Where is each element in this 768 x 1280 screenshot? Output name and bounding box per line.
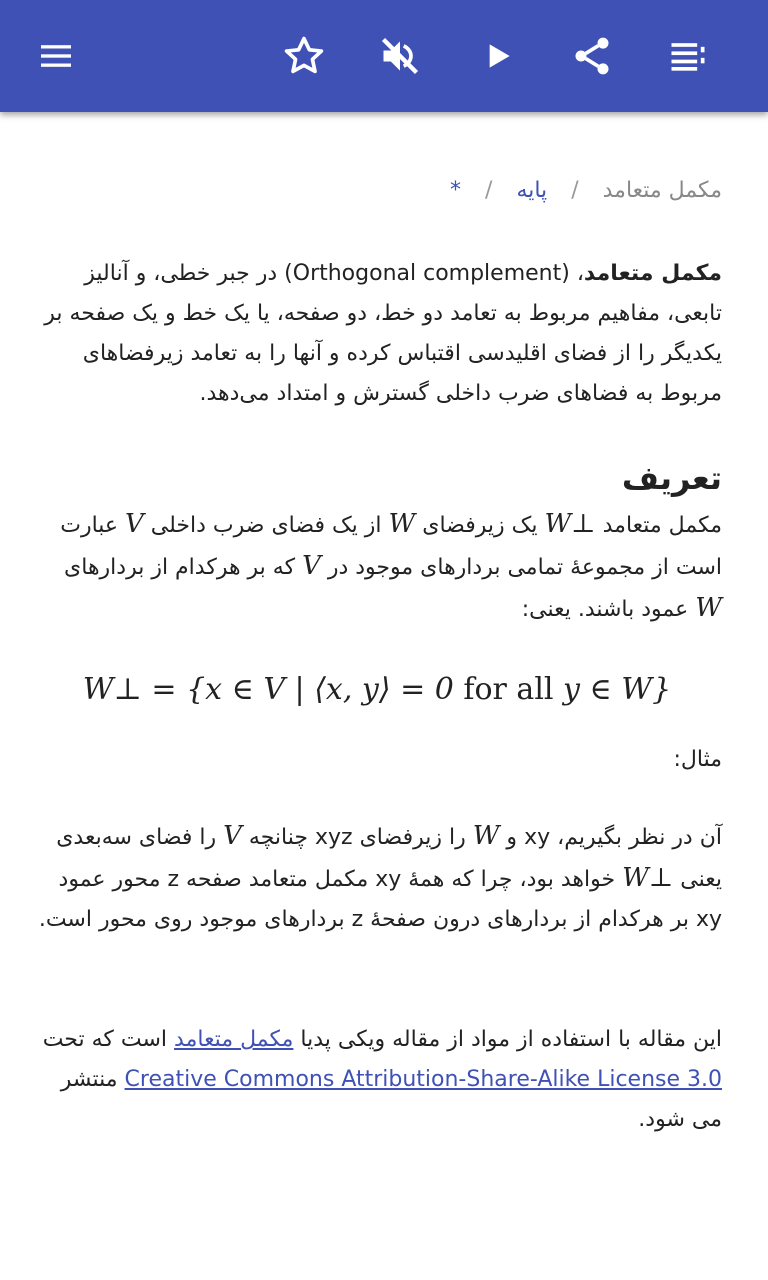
intro-text: مفاهیم مربوط به تعامد دو خط، دو صفحه، یا یک خط و یک صفحه بر یکدیگر را از فضای اقلیدسی اقتباس کرده و آنها را به تعامد زیرفضاهای مربوط به فضاهای ضرب داخلی گسترش و امتداد می‌دهد. <box>44 301 722 406</box>
formula-set-end: y ∈ W} <box>553 672 672 707</box>
playlist-icon <box>666 34 710 78</box>
intro-title-bold: مکمل متعامد <box>583 261 722 286</box>
math-v: V <box>302 551 321 581</box>
example-term: xy <box>695 907 722 932</box>
definition-text: که بر هرکدام از بردارهای <box>64 555 303 580</box>
play-icon <box>478 36 518 76</box>
example-term: xy <box>375 867 402 892</box>
breadcrumb-root-link[interactable]: * <box>450 177 462 203</box>
formula-set: = {x ∈ V | ⟨x, y⟩ = 0 <box>141 672 464 707</box>
attribution-paragraph <box>32 1020 722 1140</box>
attribution-text: این مقاله با استفاده از مواد از مقاله ویکی پدیا <box>293 1027 722 1052</box>
breadcrumb-current: مکمل متعامد <box>602 177 722 203</box>
definition-text: از یک فضای ضرب داخلی <box>143 513 389 538</box>
play-button[interactable] <box>474 32 522 80</box>
definition-text: یک زیرفضای <box>415 513 545 538</box>
breadcrumb-parent-link[interactable]: پایه <box>516 177 548 203</box>
breadcrumb-separator: / <box>571 177 579 203</box>
favorite-button[interactable] <box>280 32 328 80</box>
example-text: بر هرکدام از بردارهای درون صفحهٔ <box>363 907 696 932</box>
example-text: محور عمود <box>58 867 168 892</box>
example-term: xy <box>524 825 551 850</box>
menu-button[interactable] <box>32 32 80 80</box>
example-text: را زیرفضای <box>352 825 473 850</box>
article-source-link[interactable]: مکمل متعامد <box>174 1027 294 1052</box>
mute-button[interactable] <box>376 32 424 80</box>
menu-icon <box>36 36 76 76</box>
definition-text: مکمل متعامد <box>595 513 722 538</box>
example-text: و <box>499 825 525 850</box>
intro-paragraph <box>32 254 722 414</box>
example-text: بردارهای موجود روی محور است. <box>38 907 352 932</box>
example-text: چنانچه <box>241 825 315 850</box>
example-term: xyz <box>314 825 353 850</box>
math-wperp: W⊥ <box>622 863 674 893</box>
math-v: V <box>125 509 144 539</box>
license-link[interactable]: Creative Commons Attribution-Share-Alike License 3.0 <box>124 1067 722 1092</box>
share-icon <box>570 34 614 78</box>
formula-for-all: for all <box>463 672 554 707</box>
attribution-text: منتشر می شود. <box>60 1067 722 1132</box>
mute-icon <box>378 34 422 78</box>
star-icon <box>282 34 326 78</box>
math-w: W <box>472 821 500 851</box>
intro-text-part: در جبر خطی، و آنالیز تابعی، <box>84 261 722 326</box>
definition-text: عمود باشند. یعنی: <box>521 597 696 622</box>
math-w: W <box>388 509 416 539</box>
attribution-text: است که تحت <box>42 1027 175 1052</box>
share-button[interactable] <box>568 32 616 80</box>
example-text: خواهد بود، چرا که همهٔ <box>401 867 623 892</box>
example-label: مثال: <box>673 747 722 772</box>
math-wperp: W⊥ <box>544 509 596 539</box>
example-text: مکمل متعامد صفحه <box>179 867 376 892</box>
section-heading-definition: تعریف <box>621 459 722 497</box>
app-toolbar <box>0 0 768 112</box>
english-term: (Orthogonal complement) <box>284 261 570 286</box>
math-v: V <box>223 821 242 851</box>
example-term: z <box>167 867 180 892</box>
definition-text: عبارت است از مجموعهٔ تمامی بردارهای موجود در <box>60 513 722 580</box>
breadcrumb <box>32 150 722 230</box>
math-w: W <box>695 593 722 623</box>
breadcrumb-separator: / <box>485 177 493 203</box>
playlist-button[interactable] <box>664 32 712 80</box>
intro-text-part: ، <box>569 261 584 286</box>
example-text: آن در نظر بگیریم، <box>550 825 722 850</box>
article-content <box>32 150 722 1140</box>
example-paragraph <box>32 816 722 940</box>
formula-lhs: W⊥ <box>82 672 142 707</box>
definition-formula <box>32 660 722 720</box>
example-text: را فضای سه‌بعدی یعنی <box>56 825 722 892</box>
example-term: z <box>351 907 364 932</box>
definition-paragraph <box>32 504 722 630</box>
